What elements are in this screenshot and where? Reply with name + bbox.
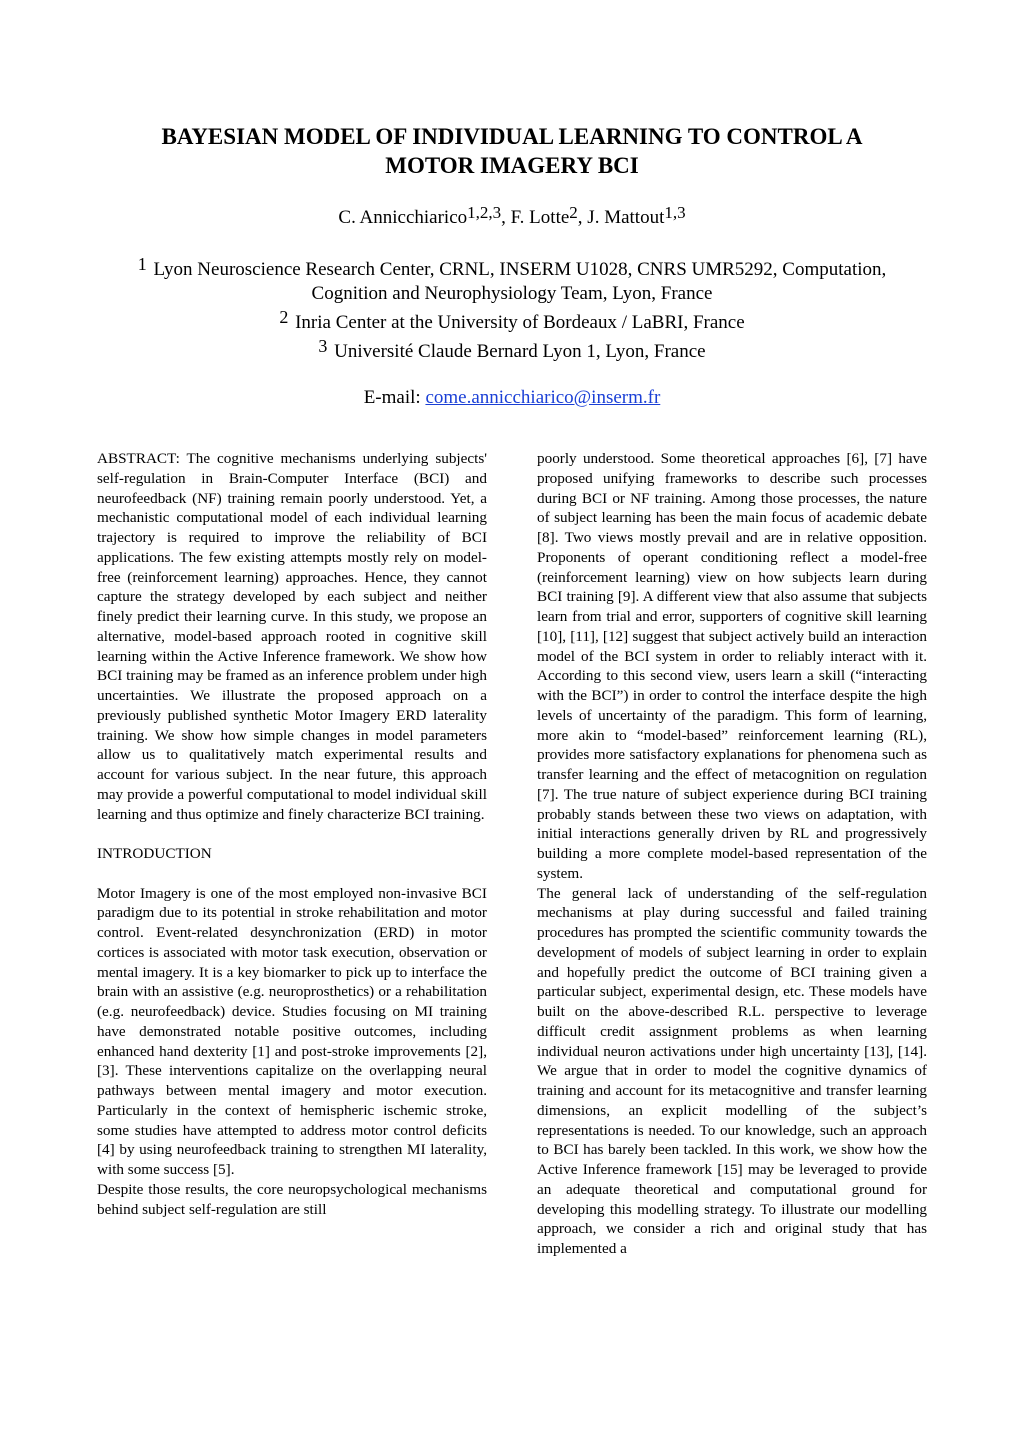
author-name: F. Lotte	[510, 207, 570, 228]
intro-paragraph-2: Despite those results, the core neuropsychological mechanisms behind subject self-regulation are still	[97, 1180, 487, 1218]
introduction-heading: INTRODUCTION	[97, 845, 212, 862]
right-column	[537, 449, 927, 1259]
email-label: E-mail:	[363, 387, 426, 408]
affiliation-1	[90, 254, 934, 306]
affiliation-3	[90, 336, 934, 364]
affiliation-2	[90, 307, 934, 335]
affiliation-number: 3	[318, 336, 328, 356]
affiliation-number: 1	[137, 254, 147, 274]
author-affiliation-marker: 2	[569, 203, 578, 222]
author-name: C. Annicchiarico	[338, 207, 468, 228]
author-affiliation-marker: 1,3	[664, 203, 686, 222]
affiliation-number: 2	[279, 307, 289, 327]
intro-paragraph-1: Motor Imagery is one of the most employed non-invasive BCI paradigm due to its potential in stroke rehabilitation and motor control. Event-related desynchronization (ERD) in motor cortices is associated with motor task execution, observation or mental imagery. It is a key biomarker to pick up to interface the brain with an assistive (e.g. neuroprosthetics) or a rehabilitation (e.g. neurofeedback) device. Studies focusing on MI training have demonstrated notable positive outcomes, including enhanced hand dexterity [1] and post-stroke improvements [2], [3]. These interventions capitalize on the overlapping neural pathways between mental imagery and motor execution. Particularly in the context of hemispheric ischemic stroke, some studies have attempted to address motor control deficits [4] by using neurofeedback training to strengthen MI laterality, with some success [5].	[97, 884, 487, 1178]
author-affiliation-marker: 1,2,3	[467, 203, 502, 222]
body-paragraph-2: The general lack of understanding of the self-regulation mechanisms at play during successful and failed training procedures has prompted the scientific community towards the development of models of subject learning in order to explain and hopefully predict the outcome of BCI training given a particular subject, experimental design, etc. These models have built on the above-described R.L. perspective to leverage difficult credit assignment problems as when learning individual neuron activations under high uncertainty [13], [14]. We argue that in order to model the cognitive dynamics of training and account for its metacognitive and transfer learning dimensions, an explicit modelling of the subject’s representations is needed. To our knowledge, such an approach to BCI has barely been tackled. In this work, we show how the Active Inference framework [15] may be leveraged to provide an adequate theoretical and computational ground for developing this modelling strategy. To illustrate our modelling approach, we consider a rich and original study that has implemented a	[537, 884, 927, 1257]
title-line-1: BAYESIAN MODEL OF INDIVIDUAL LEARNING TO CONTROL A	[161, 124, 863, 149]
contact-email	[90, 384, 934, 412]
affiliation-text-line-2: Cognition and Neurophysiology Team, Lyon, France	[311, 283, 713, 304]
author-name: J. Mattout	[587, 207, 665, 228]
email-link[interactable]: come.annicchiarico@inserm.fr	[425, 387, 661, 408]
author-separator: ,	[501, 207, 511, 228]
body-paragraph-1: poorly understood. Some theoretical approaches [6], [7] have proposed unifying frameworks to describe such processes during BCI or NF training. Among those processes, the nature of subject learning has been the main focus of academic debate [8]. Two views mostly prevail and are in relative opposition. Proponents of operant conditioning reflect a model-free (reinforcement learning) view on how subjects learn during BCI training [9]. A different view that also assume that subjects learn from trial and error, supporters of cognitive skill learning [10], [11], [12] suggest that subject actively build an interaction model of the BCI system in order to reliably interact with it. According to this second view, users learn a skill (“interacting with the BCI”) in order to control the interface despite the high levels of uncertainty of the paradigm. This form of learning, more akin to “model-based” reinforcement learning (RL), provides more satisfactory explanations for phenomena such as transfer learning and the effect of metacognition on regulation [7]. The true nature of subject experience during BCI training probably stands between these two views on adaptation, with initial interactions generally driven by RL and progressively building a more complete model-based representation of the system.	[537, 450, 927, 882]
affiliation-text: Inria Center at the University of Bordeaux / LaBRI, France	[295, 312, 745, 333]
affiliation-text: Université Claude Bernard Lyon 1, Lyon, France	[334, 341, 706, 362]
affiliation-text: Lyon Neuroscience Research Center, CRNL, INSERM U1028, CNRS UMR5292, Computation,	[153, 259, 887, 280]
abstract-paragraph: ABSTRACT: The cognitive mechanisms underlying subjects' self-regulation in Brain-Computer Interface (BCI) and neurofeedback (NF) training remain poorly understood. Yet, a mechanistic computational model of each individual learning trajectory is required to improve the reliability of BCI applications. The few existing attempts mostly rely on model-free (reinforcement learning) approaches. Hence, they cannot capture the strategy developed by each subject and neither finely predict their learning curve. In this study, we propose an alternative, model-based approach rooted in cognitive skill learning within the Active Inference framework. We show how BCI training may be framed as an inference problem under high uncertainties. We illustrate the proposed approach on a previously published synthetic Motor Imagery ERD laterality training. We show how simple changes in model parameters allow us to qualitatively match experimental results and account for various subject. In the near future, this approach may provide a powerful computational to model individual skill learning and thus optimize and finely characterize BCI training.	[97, 450, 487, 823]
paper-title	[90, 122, 934, 180]
author-separator: ,	[577, 207, 588, 228]
left-column	[97, 449, 487, 1219]
title-line-2: MOTOR IMAGERY BCI	[385, 153, 639, 178]
author-list	[90, 204, 934, 232]
